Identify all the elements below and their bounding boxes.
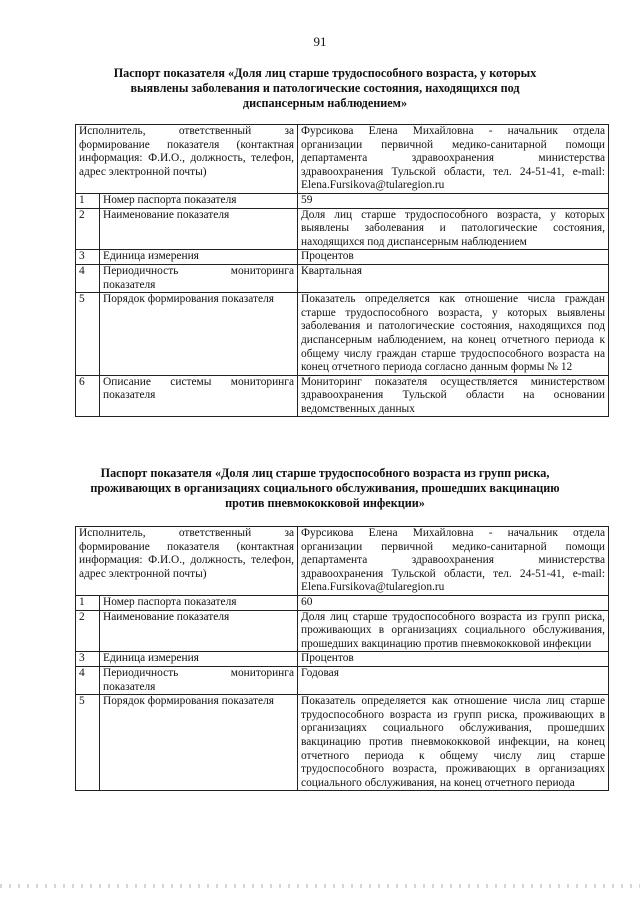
row-label: Порядок формирования показателя: [100, 293, 298, 376]
table-row: [76, 527, 609, 596]
executor-value: Фурсикова Елена Михайловна - начальник отдела организации первичной медико-санитарной помощи департамента здравоохранения министерства здравоохранения Тульской области, тел. 24-51-41, e-mail: Elena.Fursikova@tularegion.ru: [298, 527, 609, 596]
table-row: [76, 375, 609, 417]
row-value: Показатель определяется как отношение числа граждан старше трудоспособного возраста, у которых выявлены заболевания и патологические состояния, находящихся под диспансерным наблюдением, на конец отчетного периода к общему числу граждан старше трудоспособного возраста на конец отчетного периода согласно данным формы № 12: [298, 293, 609, 376]
row-number: 6: [76, 375, 100, 417]
row-label: Периодичность мониторинга показателя: [100, 264, 298, 292]
table-row: [76, 264, 609, 292]
row-number: 4: [76, 666, 100, 694]
row-number: 5: [76, 293, 100, 376]
row-label: Единица измерения: [100, 652, 298, 667]
row-number: 5: [76, 695, 100, 791]
table-row: [76, 250, 609, 265]
table-row: [76, 652, 609, 667]
row-number: 2: [76, 208, 100, 250]
row-value: Процентов: [298, 652, 609, 667]
passport-table-60: [75, 526, 609, 791]
row-number: 3: [76, 652, 100, 667]
row-number: 4: [76, 264, 100, 292]
row-value: Квартальная: [298, 264, 609, 292]
section-title-passport-60: Паспорт показателя «Доля лиц старше трудоспособного возраста из групп риска, проживающих в организациях социального обслуживания, прошедших вакцинацию против пневмококковой инфекции»: [90, 466, 560, 510]
executor-label: Исполнитель, ответственный за формирование показателя (контактная информация: Ф.И.О., должность, телефон, адрес электронной почты): [76, 527, 298, 596]
table-row: [76, 595, 609, 610]
row-number: 1: [76, 595, 100, 610]
row-value: Доля лиц старше трудоспособного возраста, у которых выявлены заболевания и патологические состояния, находящихся под диспансерным наблюдением: [298, 208, 609, 250]
row-label: Наименование показателя: [100, 208, 298, 250]
row-label: Единица измерения: [100, 250, 298, 265]
row-number: 2: [76, 610, 100, 652]
row-value: 60: [298, 595, 609, 610]
table-row: [76, 125, 609, 194]
row-number: 1: [76, 193, 100, 208]
table-row: [76, 193, 609, 208]
row-label: Описание системы мониторинга показателя: [100, 375, 298, 417]
executor-label: Исполнитель, ответственный за формирование показателя (контактная информация: Ф.И.О., должность, телефон, адрес электронной почты): [76, 125, 298, 194]
table-row: [76, 208, 609, 250]
row-value: Процентов: [298, 250, 609, 265]
row-value: Показатель определяется как отношение числа лиц старше трудоспособного возраста из групп риска, проживающих в организациях социального обслуживания, прошедших вакцинацию против пневмококковой инфекции, на конец отчетного периода к общему числу лиц старше трудоспособного возраста, проживающих в организациях социального обслуживания, на конец отчетного периода: [298, 695, 609, 791]
row-value: Доля лиц старше трудоспособного возраста из групп риска, проживающих в организациях социального обслуживания, прошедших вакцинацию против пневмококковой инфекции: [298, 610, 609, 652]
row-number: 3: [76, 250, 100, 265]
row-value: Годовая: [298, 666, 609, 694]
passport-table-59: [75, 124, 609, 417]
row-label: Периодичность мониторинга показателя: [100, 666, 298, 694]
row-label: Номер паспорта показателя: [100, 193, 298, 208]
row-label: Номер паспорта показателя: [100, 595, 298, 610]
row-value: Мониторинг показателя осуществляется министерством здравоохранения Тульской области на основании ведомственных данных: [298, 375, 609, 417]
executor-value: Фурсикова Елена Михайловна - начальник отдела организации первичной медико-санитарной помощи департамента здравоохранения министерства здравоохранения Тульской области, тел. 24-51-41, e-mail: Elena.Fursikova@tularegion.ru: [298, 125, 609, 194]
row-label: Наименование показателя: [100, 610, 298, 652]
table-row: [76, 610, 609, 652]
page-number: 91: [313, 34, 327, 49]
scan-artifact-dots: [0, 884, 640, 888]
row-value: 59: [298, 193, 609, 208]
section-title-passport-59: Паспорт показателя «Доля лиц старше трудоспособного возраста, у которых выявлены заболевания и патологические состояния, находящихся под диспансерным наблюдением»: [113, 66, 537, 110]
table-row: [76, 695, 609, 791]
table-row: [76, 293, 609, 376]
table-row: [76, 666, 609, 694]
row-label: Порядок формирования показателя: [100, 695, 298, 791]
